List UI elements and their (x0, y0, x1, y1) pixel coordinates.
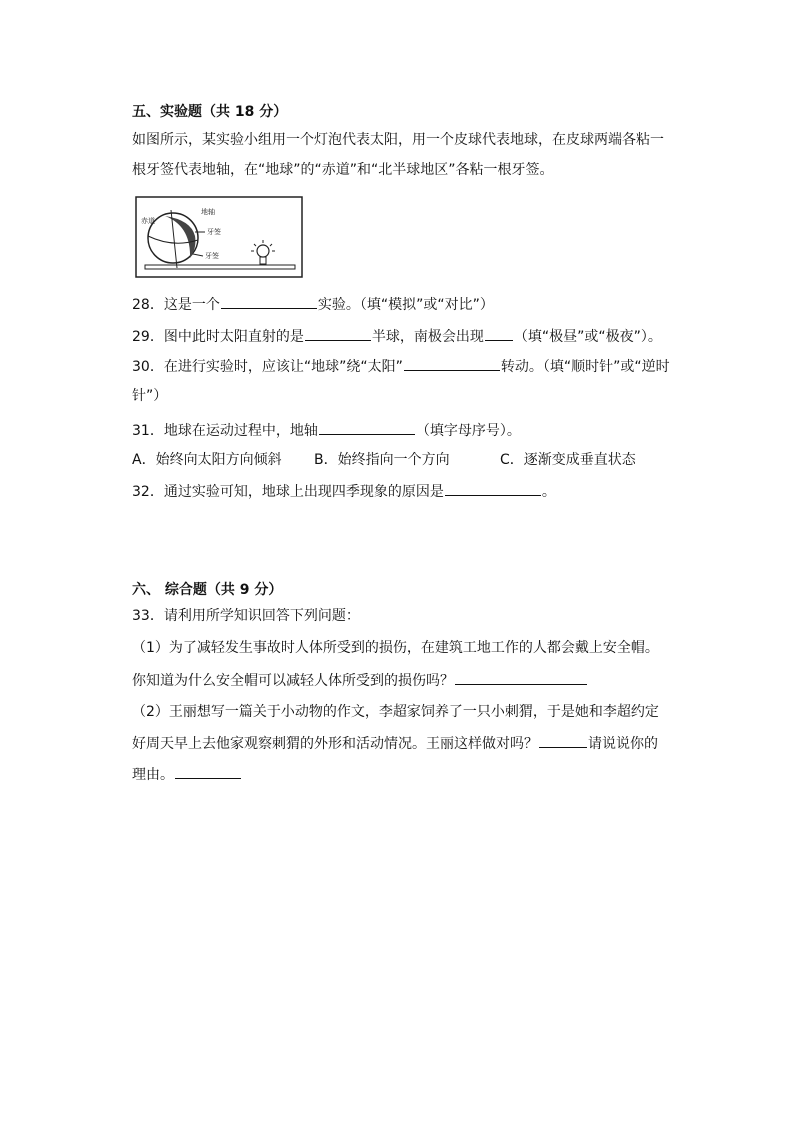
answer-blank-29a[interactable] (305, 326, 371, 341)
figure-table (145, 265, 295, 269)
toothpick-lower (193, 254, 203, 256)
q33-part2-line3: 理由。 (132, 764, 242, 785)
question-30-cont: 针”） (132, 388, 168, 404)
question-31-options (132, 450, 636, 470)
label-toothpick-1: 牙签 (207, 228, 221, 236)
answer-blank-33-1[interactable] (455, 670, 587, 685)
question-33: 33．请利用所学知识回答下列问题： (132, 608, 360, 624)
option-a[interactable]: A．始终向太阳方向倾斜 (132, 452, 282, 468)
q33-part1-line2: 你知道为什么安全帽可以减轻人体所受到的损伤吗？ (132, 670, 588, 691)
option-c[interactable]: C．逐渐变成垂直状态 (500, 452, 636, 468)
question-31: 31．地球在运动过程中，地轴 （填字母序号）。 (132, 420, 521, 441)
option-b[interactable]: B．始终指向一个方向 (314, 452, 450, 468)
answer-blank-29b[interactable] (485, 326, 513, 341)
section6-heading: 六、 综合题（共 9 分） (132, 582, 283, 598)
section5-intro-line2: 根牙签代表地轴，在“地球”的“赤道”和“北半球地区”各粘一根牙签。 (132, 162, 554, 178)
experiment-figure (135, 196, 303, 278)
section5-heading: 五、实验题（共 18 分） (132, 104, 288, 120)
question-28: 28．这是一个 实验。（填“模拟”或“对比”） (132, 294, 494, 315)
answer-blank-31[interactable] (319, 420, 415, 435)
answer-blank-32[interactable] (445, 481, 541, 496)
answer-blank-33-2b[interactable] (175, 764, 241, 779)
label-toothpick-2: 牙签 (205, 252, 219, 260)
section5-intro-line1: 如图所示，某实验小组用一个灯泡代表太阳，用一个皮球代表地球，在皮球两端各粘一 (132, 132, 664, 148)
label-axis: 地轴 (201, 208, 215, 216)
question-29: 29．图中此时太阳直射的是 半球，南极会出现 （填“极昼”或“极夜”）。 (132, 326, 662, 347)
q33-part1-line1: （1）为了减轻发生事故时人体所受到的损伤，在建筑工地工作的人都会戴上安全帽。 (132, 640, 659, 656)
light-bulb-icon (251, 240, 275, 264)
answer-blank-33-2a[interactable] (539, 733, 587, 748)
question-30: 30．在进行实验时，应该让“地球”绕“太阳” 转动。（填“顺时针”或“逆时 (132, 356, 670, 377)
answer-blank-30[interactable] (404, 356, 500, 371)
q33-part2-line2: 好周天早上去他家观察刺猬的外形和活动情况。王丽这样做对吗？ 请说说你的 (132, 733, 658, 754)
q33-part2-line1: （2）王丽想写一篇关于小动物的作文，李超家饲养了一只小刺猬，于是她和李超约定 (132, 704, 659, 720)
question-32: 32．通过实验可知，地球上出现四季现象的原因是 。 (132, 481, 556, 502)
globe-shade (165, 216, 195, 258)
answer-blank-28[interactable] (221, 294, 317, 309)
label-equator: 赤道 (141, 217, 155, 225)
